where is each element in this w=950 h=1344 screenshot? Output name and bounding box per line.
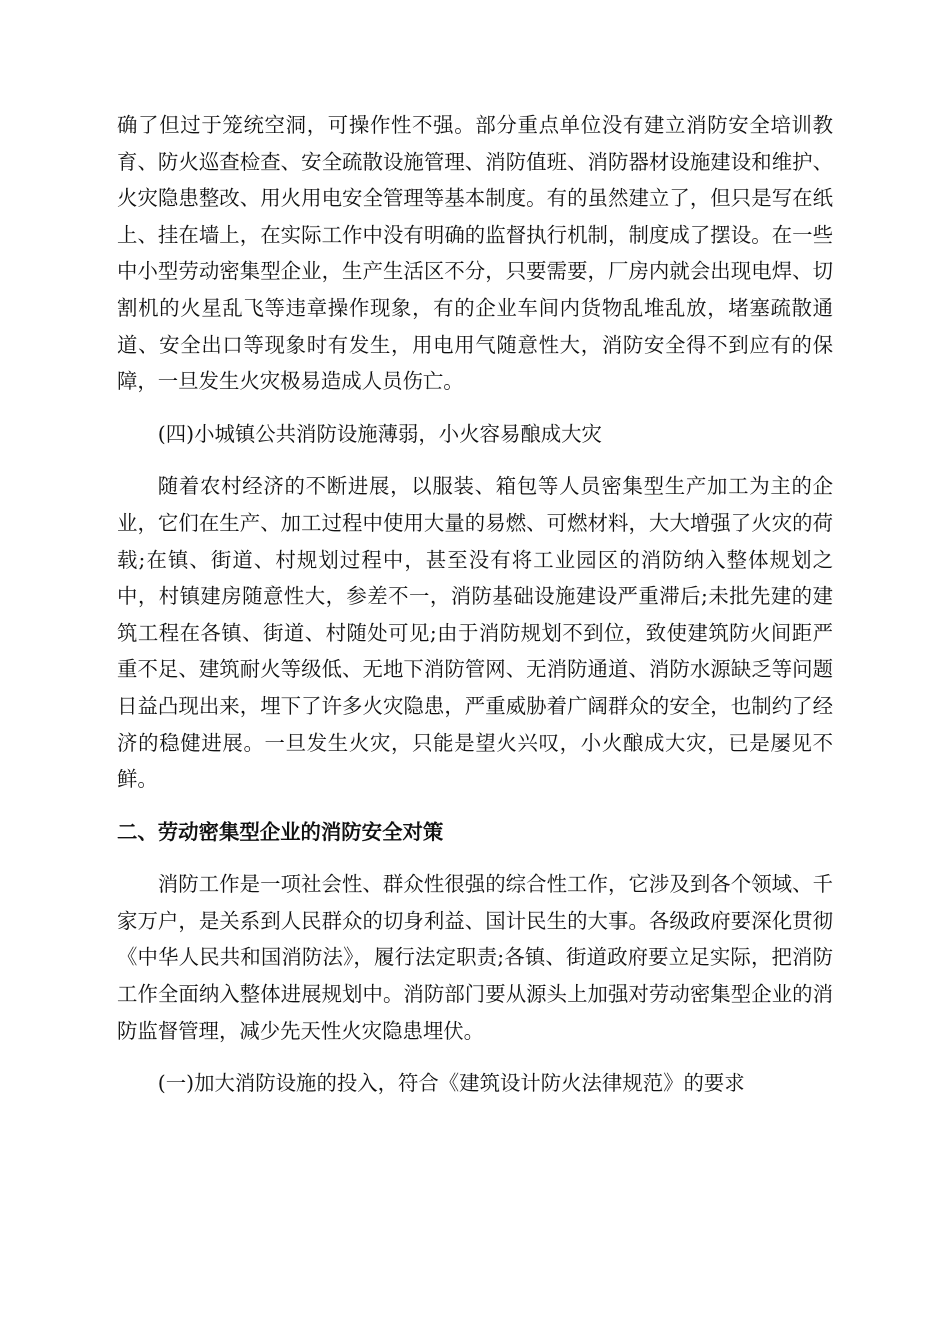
section-heading-2: 二、劳动密集型企业的消防安全对策 xyxy=(117,819,444,844)
body-paragraph: 随着农村经济的不断进展，以服装、箱包等人员密集型生产加工为主的企业，它们在生产、加工过程中使用大量的易燃、可燃材料，大大增强了火灾的荷载;在镇、街道、村规划过程中，甚至没有将工业园区的消防纳入整体规划之中，村镇建房随意性大，参差不一，消防基础设施建设严重滞后;未批先建的建筑工程在各镇、街道、村随处可见;由于消防规划不到位，致使建筑防火间距严重不足、建筑耐火等级低、无地下消防管网、无消防通道、消防水源缺乏等问题日益凸现出来，埋下了许多火灾隐患，严重威胁着广阔群众的安全，也制约了经济的稳健进展。一旦发生火灾，只能是望火兴叹，小火酿成大灾，已是屡见不鲜。 xyxy=(117,474,833,792)
body-paragraph: 消防工作是一项社会性、群众性很强的综合性工作，它涉及到各个领域、千家万户，是关系到人民群众的切身利益、国计民生的大事。各级政府要深化贯彻《中华人民共和国消防法》，履行法定职责;各镇、街道政府要立足实际，把消防工作全面纳入整体进展规划中。消防部门要从源头上加强对劳动密集型企业的消防监督管理，减少先天性火灾隐患埋伏。 xyxy=(117,872,833,1043)
body-paragraph-continued: 确了但过于笼统空洞，可操作性不强。部分重点单位没有建立消防安全培训教育、防火巡查检查、安全疏散设施管理、消防值班、消防器材设施建设和维护、火灾隐患整改、用火用电安全管理等基本制度。有的虽然建立了，但只是写在纸上、挂在墙上，在实际工作中没有明确的监督执行机制，制度成了摆设。在一些中小型劳动密集型企业，生产生活区不分，只要需要，厂房内就会出现电焊、切割机的火星乱飞等违章操作现象，有的企业车间内货物乱堆乱放，堵塞疏散通道、安全出口等现象时有发生，用电用气随意性大，消防安全得不到应有的保障，一旦发生火灾极易造成人员伤亡。 xyxy=(117,113,833,394)
document-page xyxy=(117,107,833,1118)
subsection-heading-4: (四)小城镇公共消防设施薄弱，小火容易酿成大灾 xyxy=(157,421,602,446)
subsection-heading-1: (一)加大消防设施的投入，符合《建筑设计防火法律规范》的要求 xyxy=(157,1071,745,1096)
